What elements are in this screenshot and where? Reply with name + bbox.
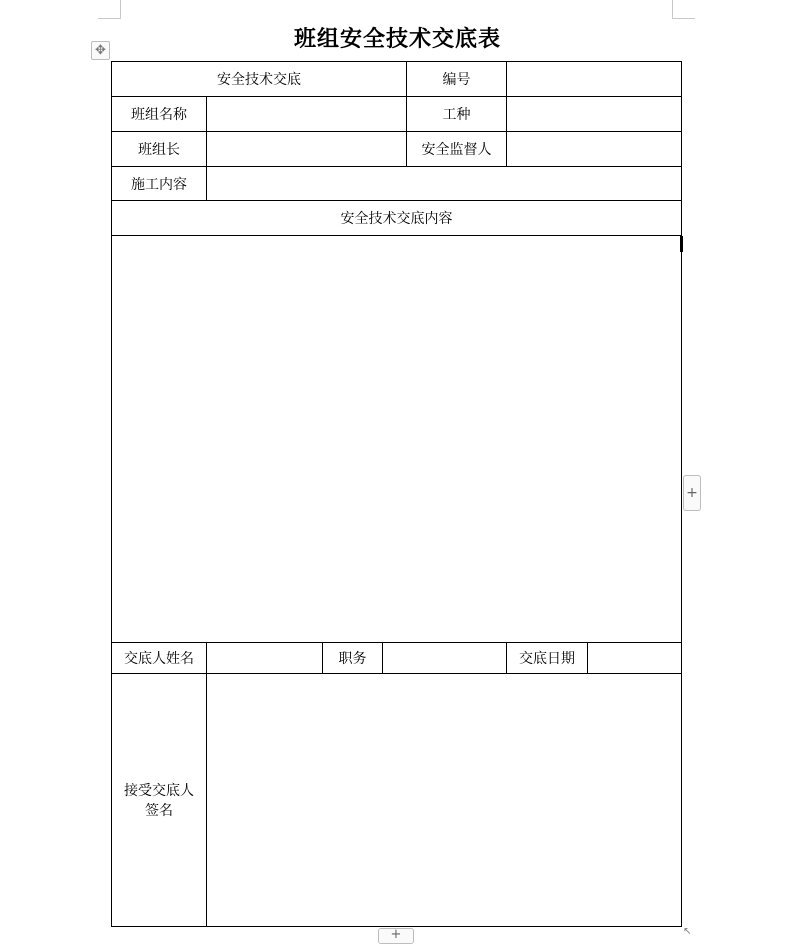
table-row: [112, 236, 682, 643]
text-cursor: [680, 236, 683, 252]
resize-icon: ↖: [683, 926, 692, 937]
table-resize-handle[interactable]: [683, 927, 697, 938]
date-value-cell[interactable]: [588, 643, 682, 674]
move-icon: ✥: [95, 43, 106, 58]
work-type-value-cell[interactable]: [507, 97, 682, 132]
team-leader-value-cell[interactable]: [207, 132, 407, 167]
table-row: [112, 97, 682, 132]
construction-content-value-cell[interactable]: [207, 167, 682, 201]
page-corner-top-left: [98, 0, 121, 19]
table-row: [112, 167, 682, 201]
number-value-cell[interactable]: [507, 62, 682, 97]
presenter-name-value-cell[interactable]: [207, 643, 323, 674]
number-label-cell: 编号: [407, 62, 507, 97]
table-row: [112, 62, 682, 97]
page-corner-top-right: [672, 0, 695, 19]
presenter-name-label-cell: 交底人姓名: [112, 643, 207, 674]
table-row: [112, 643, 682, 674]
table-row: [112, 132, 682, 167]
position-label-cell: 职务: [323, 643, 383, 674]
header-label-cell: 安全技术交底: [112, 62, 407, 97]
recipient-signature-label-line2: 签名: [145, 803, 173, 819]
table-row: [112, 674, 682, 927]
safety-content-header-cell: 安全技术交底内容: [112, 201, 682, 236]
add-icon: +: [390, 927, 402, 942]
safety-supervisor-label-cell: 安全监督人: [407, 132, 507, 167]
table-row: [112, 201, 682, 236]
document-title: 班组安全技术交底表: [293, 26, 501, 52]
safety-content-body-cell[interactable]: [112, 236, 682, 643]
position-value-cell[interactable]: [383, 643, 507, 674]
recipient-signature-value-cell[interactable]: [207, 674, 682, 927]
team-name-value-cell[interactable]: [207, 97, 407, 132]
team-name-label-cell: 班组名称: [112, 97, 207, 132]
recipient-signature-label-line1: 接受交底人: [124, 783, 194, 799]
construction-content-label-cell: 施工内容: [112, 167, 207, 201]
work-type-label-cell: 工种: [407, 97, 507, 132]
safety-briefing-table: [111, 61, 682, 927]
add-icon: +: [686, 485, 698, 501]
team-leader-label-cell: 班组长: [112, 132, 207, 167]
date-label-cell: 交底日期: [507, 643, 588, 674]
safety-supervisor-value-cell[interactable]: [507, 132, 682, 167]
add-row-button[interactable]: [378, 928, 414, 944]
add-column-button[interactable]: [683, 475, 701, 511]
recipient-signature-label-cell: [112, 674, 207, 927]
